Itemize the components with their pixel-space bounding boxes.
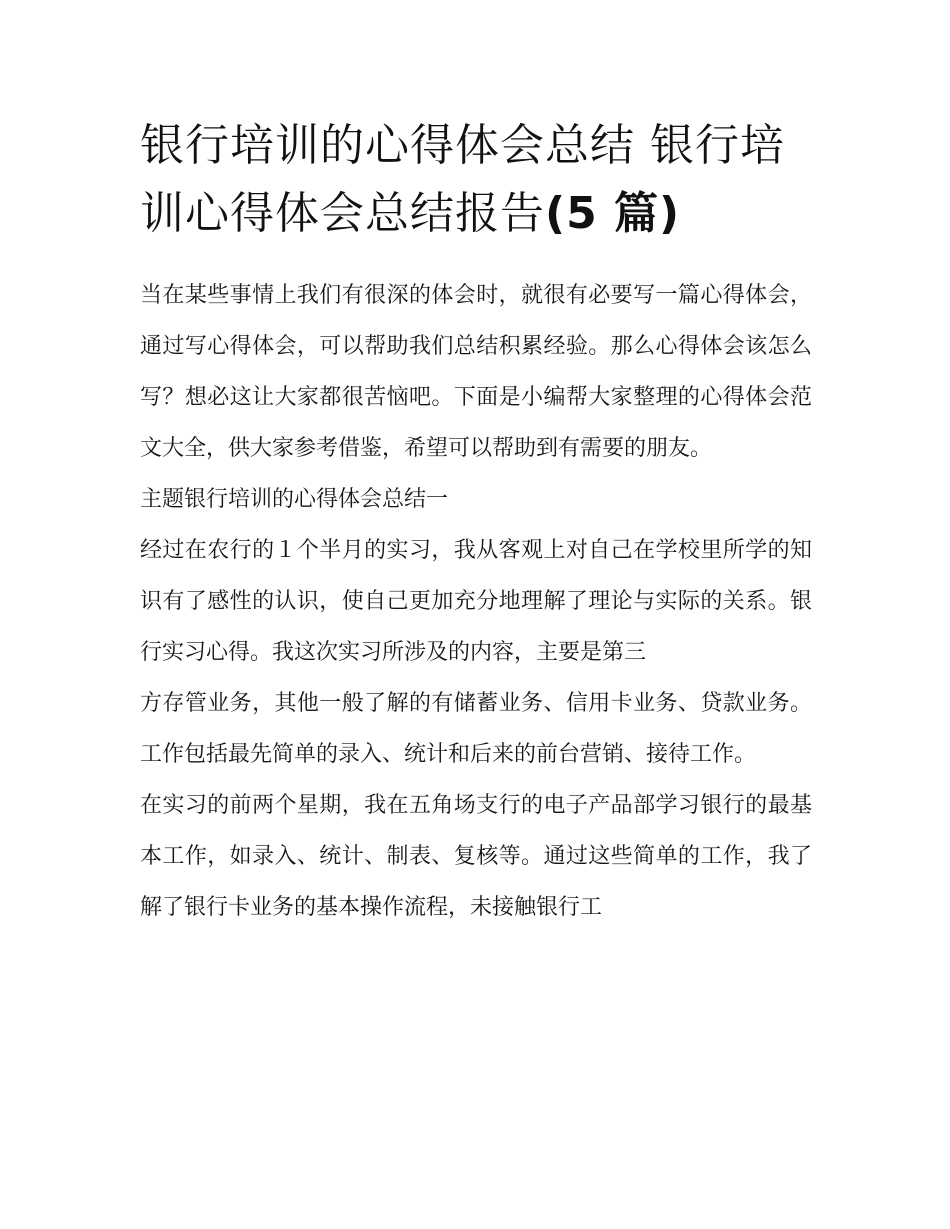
document-body bbox=[140, 270, 812, 933]
body-paragraph: 经过在农行的１个半月的实习，我从客观上对自己在学校里所学的知识有了感性的认识，使自己更加充分地理解了理论与实际的关系。银行实习心得。我这次实习所涉及的内容，主要是第三 bbox=[140, 538, 812, 665]
section-heading: 主题银行培训的心得体会总结一 bbox=[140, 487, 449, 512]
document-content bbox=[140, 112, 812, 933]
body-paragraph: 在实习的前两个星期，我在五角场支行的电子产品部学习银行的最基本工作，如录入、统计、制表、复核等。通过这些简单的工作，我了解了银行卡业务的基本操作流程，未接触银行工 bbox=[140, 793, 812, 920]
intro-paragraph: 当在某些事情上我们有很深的体会时，就很有必要写一篇心得体会，通过写心得体会，可以帮助我们总结积累经验。那么心得体会该怎么写？想必这让大家都很苦恼吧。下面是小编帮大家整理的心得体会范文大全，供大家参考借鉴，希望可以帮助到有需要的朋友。 bbox=[140, 283, 812, 461]
title-main-text: 银行培训的心得体会总结 银行培训心得体会总结报告 bbox=[140, 120, 785, 239]
body-paragraph: 方存管业务，其他一般了解的有储蓄业务、信用卡业务、贷款业务。工作包括最先简单的录入、统计和后来的前台营销、接待工作。 bbox=[140, 691, 812, 767]
document-title bbox=[140, 112, 812, 248]
title-suffix-text: (5 篇) bbox=[545, 188, 681, 239]
